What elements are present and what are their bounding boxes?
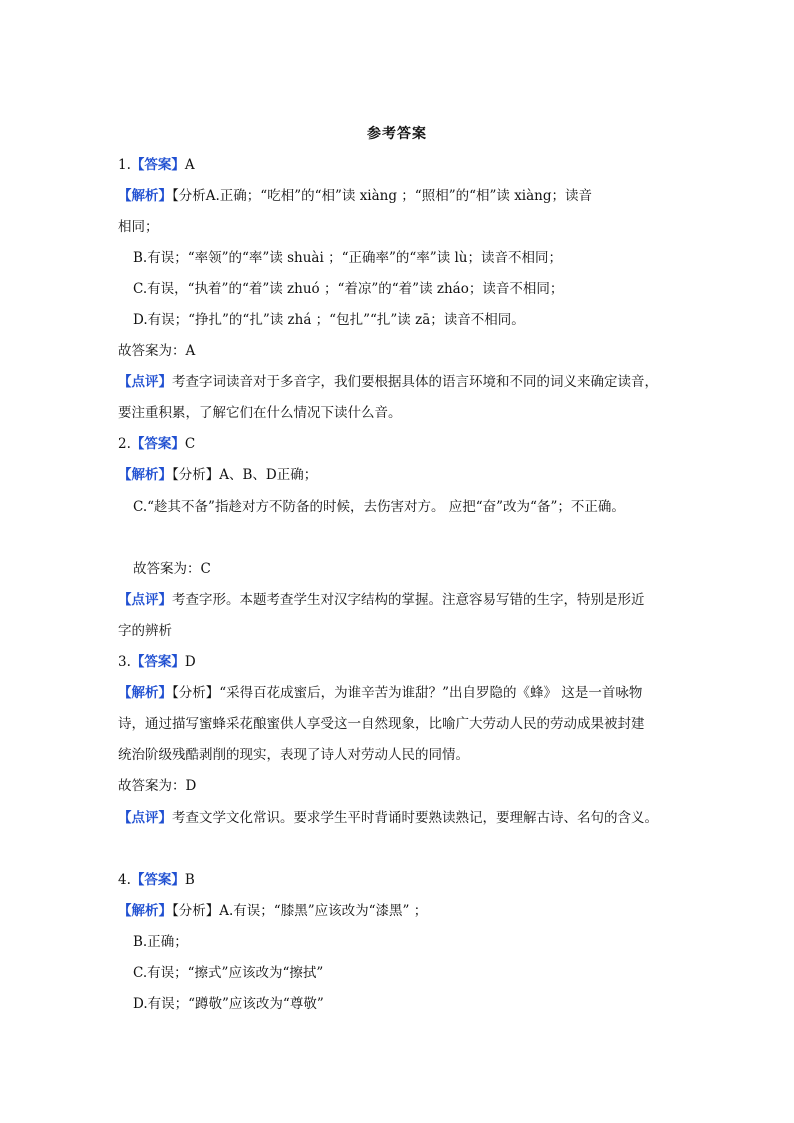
q3-analysis-cont-1: 诗，通过描写蜜蜂采花酿蜜供人享受这一自然现象，比喻广大劳动人民的劳动成果被封建: [118, 716, 645, 732]
q4-option-d: D.有误；“蹲敬”应该改为“尊敬”: [133, 996, 324, 1012]
q1-comment-tag: 【点评】: [118, 374, 172, 390]
q2-answer: C: [184, 436, 196, 452]
q1-comment-line: [118, 372, 658, 392]
q2-comment-tag: 【点评】: [118, 592, 172, 608]
q3-number: 3.: [118, 654, 131, 670]
q2-comment-line: [118, 590, 645, 610]
q3-conclusion: 故答案为：D: [118, 778, 197, 794]
q1-number: 1.: [118, 157, 131, 173]
q3-analysis-tag: 【解析】: [118, 685, 172, 701]
q4-answer: B: [184, 872, 195, 888]
q2-number: 2.: [118, 436, 131, 452]
q1-option-b: B.有误；“率领”的“率”读 shuài ；“正确率”的“率”读 lù；读音不相同；: [133, 250, 562, 266]
q1-analysis-line: [118, 186, 592, 206]
q3-comment-tag: 【点评】: [118, 810, 172, 826]
q2-analysis-text: 【分析】A、B、D正确；: [172, 467, 318, 483]
page-title: 参考答案: [367, 126, 427, 142]
q4-number: 4.: [118, 872, 131, 888]
q4-analysis-text: 【分析】A.有误；“膝黑”应该改为“漆黑” ；: [172, 903, 428, 919]
q4-analysis-tag: 【解析】: [118, 903, 172, 919]
q1-option-c: C.有误，“执着”的“着”读 zhuó ；“着凉”的“着”读 zháo；读音不相同；: [133, 281, 564, 297]
q1-answer-line: [118, 155, 195, 175]
q2-answer-line: [118, 434, 195, 454]
q2-option-c: C.“趁其不备”指趁对方不防备的时候，去伤害对方。 应把“奋”改为“备”；不正确。: [133, 499, 625, 515]
q1-conclusion: 故答案为：A: [118, 343, 196, 359]
q4-analysis-line: [118, 901, 427, 921]
q3-analysis-text: 【分析】“采得百花成蜜后，为谁辛苦为谁甜？”出自罗隐的《蜂》 这是一首咏物: [172, 685, 643, 701]
q3-answer-line: [118, 652, 196, 672]
q1-answer-tag: 【答案】: [130, 157, 185, 173]
q4-answer-line: [118, 870, 195, 890]
q4-option-b: B.正确；: [133, 934, 188, 950]
q2-analysis-line: [118, 465, 317, 485]
q2-answer-tag: 【答案】: [130, 436, 185, 452]
q2-conclusion: 故答案为：C: [133, 561, 211, 577]
q3-analysis-line: [118, 683, 642, 703]
q2-comment-text: 考查字形。本题考查学生对汉字结构的掌握。注意容易写错的生字，特别是形近: [172, 592, 645, 608]
q1-option-d: D.有误；“挣扎”的“扎”读 zhá ；“包扎”“扎”读 zā；读音不相同。: [133, 312, 525, 328]
q1-comment-cont: 要注重积累，了解它们在什么情况下读什么音。: [118, 405, 402, 421]
q1-answer: A: [184, 157, 195, 173]
q1-analysis-text: 【分析A.正确；“吃相”的“相”读 xiàng ；“照相”的“相”读 xiàng；读音: [172, 188, 593, 204]
q2-analysis-tag: 【解析】: [118, 467, 172, 483]
q1-analysis-tag: 【解析】: [118, 188, 172, 204]
q1-analysis-cont: 相同；: [118, 219, 159, 235]
q3-comment-line: [118, 808, 658, 828]
q3-analysis-cont-2: 统治阶级残酷剥削的现实，表现了诗人对劳动人民的同情。: [118, 747, 469, 763]
q4-answer-tag: 【答案】: [130, 872, 185, 888]
q2-comment-cont: 字的辨析: [118, 623, 172, 639]
q1-comment-text: 考查字词读音对于多音字，我们要根据具体的语言环境和不同的词义来确定读音，: [172, 374, 658, 390]
q4-option-c: C.有误；“擦式”应该改为“擦拭”: [133, 965, 324, 981]
q3-comment-text: 考查文学文化常识。要求学生平时背诵时要熟读熟记，要理解古诗、名句的含义。: [172, 810, 658, 826]
q3-answer: D: [184, 654, 196, 670]
q3-answer-tag: 【答案】: [130, 654, 185, 670]
